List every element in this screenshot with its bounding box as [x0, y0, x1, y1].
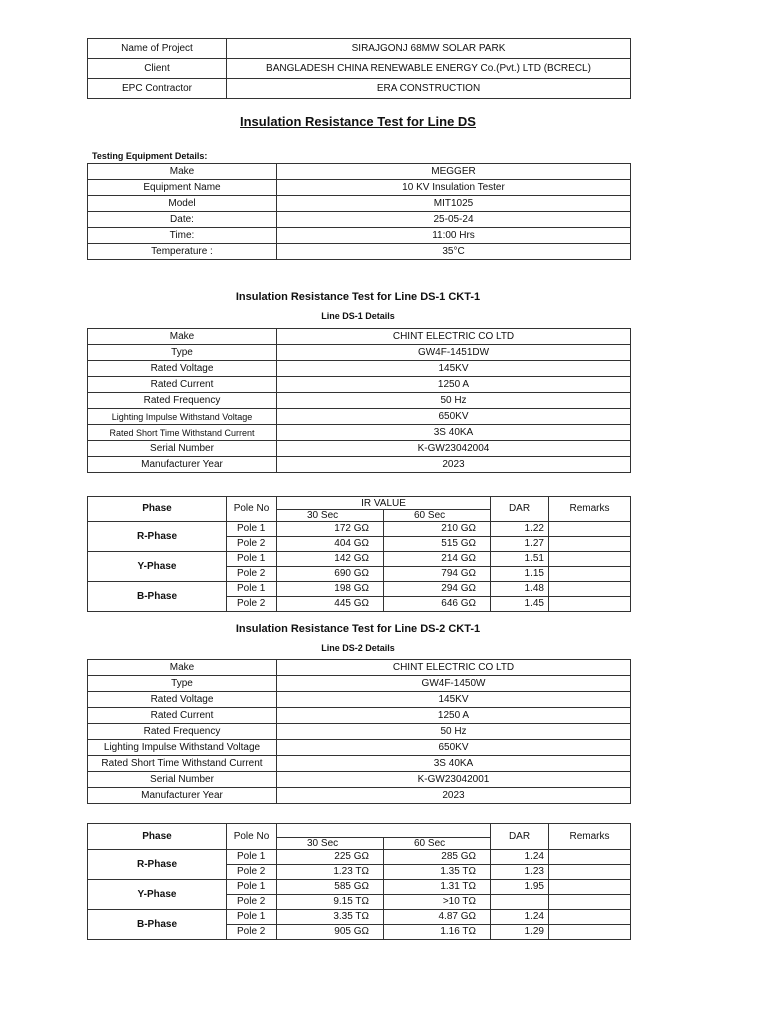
ds1-y-pole1: Pole 1	[227, 552, 277, 567]
ds1-type-label: Type	[88, 345, 277, 361]
ds1-b-pole1-60s: 294 GΩ	[384, 582, 491, 597]
project-info-table	[87, 38, 631, 99]
ds2-make-value: CHINT ELECTRIC CO LTD	[277, 660, 631, 676]
ds1-type-value: GW4F-1451DW	[277, 345, 631, 361]
ds2-y-pole2-60s: >10 TΩ	[384, 895, 491, 910]
ds2-y-pole1: Pole 1	[227, 880, 277, 895]
test-time-label: Time:	[88, 228, 277, 244]
ds1-b-phase: B-Phase	[88, 582, 227, 612]
ds1-r-pole2: Pole 2	[227, 537, 277, 552]
ds2-b-pole2-30s: 905 GΩ	[277, 925, 384, 940]
equipment-name-label: Equipment Name	[88, 180, 277, 196]
ds2-y-pole2: Pole 2	[227, 895, 277, 910]
ds1-ir-value-header: IR VALUE	[277, 497, 491, 510]
ds2-details-table	[87, 659, 631, 804]
ds2-60sec-header: 60 Sec	[384, 838, 491, 850]
ds2-rated-voltage-value: 145KV	[277, 692, 631, 708]
ds1-manufacturer-year-value: 2023	[277, 457, 631, 473]
ds1-r-pole2-30s: 404 GΩ	[277, 537, 384, 552]
ds2-phase-header: Phase	[88, 824, 227, 850]
ds1-details-table	[87, 328, 631, 473]
ds2-make-label: Make	[88, 660, 277, 676]
ds2-rated-voltage-label: Rated Voltage	[88, 692, 277, 708]
ds1-serial-number-label: Serial Number	[88, 441, 277, 457]
equipment-model-value: MIT1025	[277, 196, 631, 212]
ds2-pole-header: Pole No	[227, 824, 277, 850]
ds2-r-pole2-dar: 1.23	[491, 865, 549, 880]
ds1-r-pole2-remarks	[549, 537, 631, 552]
ds2-b-phase: B-Phase	[88, 910, 227, 940]
ds2-y-pole1-30s: 585 GΩ	[277, 880, 384, 895]
ds1-y-pole1-dar: 1.51	[491, 552, 549, 567]
equipment-name-value: 10 KV Insulation Tester	[277, 180, 631, 196]
ds1-r-phase: R-Phase	[88, 522, 227, 552]
ds1-remarks-header: Remarks	[549, 497, 631, 522]
ds1-details-subtitle: Line DS-1 Details	[321, 311, 395, 321]
ds2-type-label: Type	[88, 676, 277, 692]
ds1-30sec-header: 30 Sec	[277, 510, 384, 522]
ds2-remarks-header: Remarks	[549, 824, 631, 850]
test-date-value: 25-05-24	[277, 212, 631, 228]
ds2-b-pole1: Pole 1	[227, 910, 277, 925]
ds2-b-pole2-60s: 1.16 TΩ	[384, 925, 491, 940]
main-title: Insulation Resistance Test for Line DS	[240, 114, 476, 129]
ds2-y-pole2-remarks	[549, 895, 631, 910]
ds1-rated-voltage-value: 145KV	[277, 361, 631, 377]
ds1-y-phase: Y-Phase	[88, 552, 227, 582]
equipment-make-value: MEGGER	[277, 164, 631, 180]
ds2-b-pole1-30s: 3.35 TΩ	[277, 910, 384, 925]
ds2-r-pole1: Pole 1	[227, 850, 277, 865]
ds1-60sec-header: 60 Sec	[384, 510, 491, 522]
ds2-manufacturer-year-value: 2023	[277, 788, 631, 804]
ds2-r-pole1-remarks	[549, 850, 631, 865]
ds2-r-pole2: Pole 2	[227, 865, 277, 880]
ds1-r-pole2-dar: 1.27	[491, 537, 549, 552]
ds1-r-pole2-60s: 515 GΩ	[384, 537, 491, 552]
ds1-y-pole2-remarks	[549, 567, 631, 582]
ds2-rated-current-label: Rated Current	[88, 708, 277, 724]
client-value: BANGLADESH CHINA RENEWABLE ENERGY Co.(Pvt.) LTD (BCRECL)	[227, 59, 631, 79]
ds1-phase-header: Phase	[88, 497, 227, 522]
ds1-y-pole2: Pole 2	[227, 567, 277, 582]
ds2-rated-frequency-value: 50 Hz	[277, 724, 631, 740]
ds2-y-pole1-remarks	[549, 880, 631, 895]
ds1-rated-current-value: 1250 A	[277, 377, 631, 393]
temperature-label: Temperature :	[88, 244, 277, 260]
ds1-r-pole1: Pole 1	[227, 522, 277, 537]
ds1-impulse-voltage-label: Lighting Impulse Withstand Voltage	[88, 409, 277, 425]
ds1-rated-voltage-label: Rated Voltage	[88, 361, 277, 377]
ds2-b-pole2: Pole 2	[227, 925, 277, 940]
ds1-b-pole1-dar: 1.48	[491, 582, 549, 597]
ds1-pole-header: Pole No	[227, 497, 277, 522]
ds1-y-pole2-60s: 794 GΩ	[384, 567, 491, 582]
ds2-b-pole1-60s: 4.87 GΩ	[384, 910, 491, 925]
ds2-r-pole2-60s: 1.35 TΩ	[384, 865, 491, 880]
ds2-section-title: Insulation Resistance Test for Line DS-2 CKT-1	[235, 623, 481, 635]
testing-equipment-table	[87, 163, 631, 260]
ds2-ir-value-header	[277, 824, 491, 838]
ds1-make-value: CHINT ELECTRIC CO LTD	[277, 329, 631, 345]
ds1-y-pole1-30s: 142 GΩ	[277, 552, 384, 567]
ds1-b-pole2-remarks	[549, 597, 631, 612]
ds1-r-pole1-60s: 210 GΩ	[384, 522, 491, 537]
ds2-dar-header: DAR	[491, 824, 549, 850]
ds1-manufacturer-year-label: Manufacturer Year	[88, 457, 277, 473]
ds2-b-pole1-dar: 1.24	[491, 910, 549, 925]
ds2-impulse-voltage-label: Lighting Impulse Withstand Voltage	[88, 740, 277, 756]
temperature-value: 35°C	[277, 244, 631, 260]
ds2-ir-table	[87, 823, 631, 940]
ds1-rated-frequency-label: Rated Frequency	[88, 393, 277, 409]
ds2-y-pole1-dar: 1.95	[491, 880, 549, 895]
ds2-y-pole1-60s: 1.31 TΩ	[384, 880, 491, 895]
ds2-manufacturer-year-label: Manufacturer Year	[88, 788, 277, 804]
epc-contractor-label: EPC Contractor	[88, 79, 227, 99]
ds2-serial-number-label: Serial Number	[88, 772, 277, 788]
ds1-b-pole1: Pole 1	[227, 582, 277, 597]
ds2-details-subtitle: Line DS-2 Details	[321, 643, 395, 653]
ds1-b-pole2-30s: 445 GΩ	[277, 597, 384, 612]
ds1-section-title: Insulation Resistance Test for Line DS-1 CKT-1	[235, 291, 481, 303]
ds1-b-pole1-30s: 198 GΩ	[277, 582, 384, 597]
ds1-ir-table	[87, 496, 631, 612]
ds1-b-pole2-60s: 646 GΩ	[384, 597, 491, 612]
ds1-dar-header: DAR	[491, 497, 549, 522]
ds2-rated-frequency-label: Rated Frequency	[88, 724, 277, 740]
ds2-y-pole2-dar	[491, 895, 549, 910]
ds1-r-pole1-30s: 172 GΩ	[277, 522, 384, 537]
equipment-model-label: Model	[88, 196, 277, 212]
ds1-y-pole1-60s: 214 GΩ	[384, 552, 491, 567]
ds2-rated-current-value: 1250 A	[277, 708, 631, 724]
ds1-b-pole2-dar: 1.45	[491, 597, 549, 612]
ds1-y-pole1-remarks	[549, 552, 631, 567]
project-name-label: Name of Project	[88, 39, 227, 59]
ds1-b-pole1-remarks	[549, 582, 631, 597]
ds2-short-time-current-value: 3S 40KA	[277, 756, 631, 772]
ds2-30sec-header: 30 Sec	[277, 838, 384, 850]
ds2-short-time-current-label: Rated Short Time Withstand Current	[88, 756, 277, 772]
project-name-value: SIRAJGONJ 68MW SOLAR PARK	[227, 39, 631, 59]
ds1-rated-frequency-value: 50 Hz	[277, 393, 631, 409]
ds2-r-pole1-dar: 1.24	[491, 850, 549, 865]
ds2-y-pole2-30s: 9.15 TΩ	[277, 895, 384, 910]
ds1-rated-current-label: Rated Current	[88, 377, 277, 393]
ds1-y-pole2-30s: 690 GΩ	[277, 567, 384, 582]
ds2-r-pole1-30s: 225 GΩ	[277, 850, 384, 865]
client-label: Client	[88, 59, 227, 79]
ds2-b-pole2-remarks	[549, 925, 631, 940]
ds2-type-value: GW4F-1450W	[277, 676, 631, 692]
ds2-impulse-voltage-value: 650KV	[277, 740, 631, 756]
ds1-short-time-current-value: 3S 40KA	[277, 425, 631, 441]
ds2-r-pole2-remarks	[549, 865, 631, 880]
ds2-r-pole1-60s: 285 GΩ	[384, 850, 491, 865]
ds1-r-pole1-remarks	[549, 522, 631, 537]
ds1-impulse-voltage-value: 650KV	[277, 409, 631, 425]
testing-equipment-label: Testing Equipment Details:	[92, 151, 208, 161]
test-time-value: 11:00 Hrs	[277, 228, 631, 244]
ds2-serial-number-value: K-GW23042001	[277, 772, 631, 788]
ds2-b-pole2-dar: 1.29	[491, 925, 549, 940]
ds2-r-pole2-30s: 1.23 TΩ	[277, 865, 384, 880]
ds2-y-phase: Y-Phase	[88, 880, 227, 910]
test-date-label: Date:	[88, 212, 277, 228]
ds1-short-time-current-label: Rated Short Time Withstand Current	[88, 425, 277, 441]
ds1-make-label: Make	[88, 329, 277, 345]
equipment-make-label: Make	[88, 164, 277, 180]
ds1-b-pole2: Pole 2	[227, 597, 277, 612]
epc-contractor-value: ERA CONSTRUCTION	[227, 79, 631, 99]
ds2-b-pole1-remarks	[549, 910, 631, 925]
ds1-serial-number-value: K-GW23042004	[277, 441, 631, 457]
ds1-r-pole1-dar: 1.22	[491, 522, 549, 537]
ds2-r-phase: R-Phase	[88, 850, 227, 880]
ds1-y-pole2-dar: 1.15	[491, 567, 549, 582]
